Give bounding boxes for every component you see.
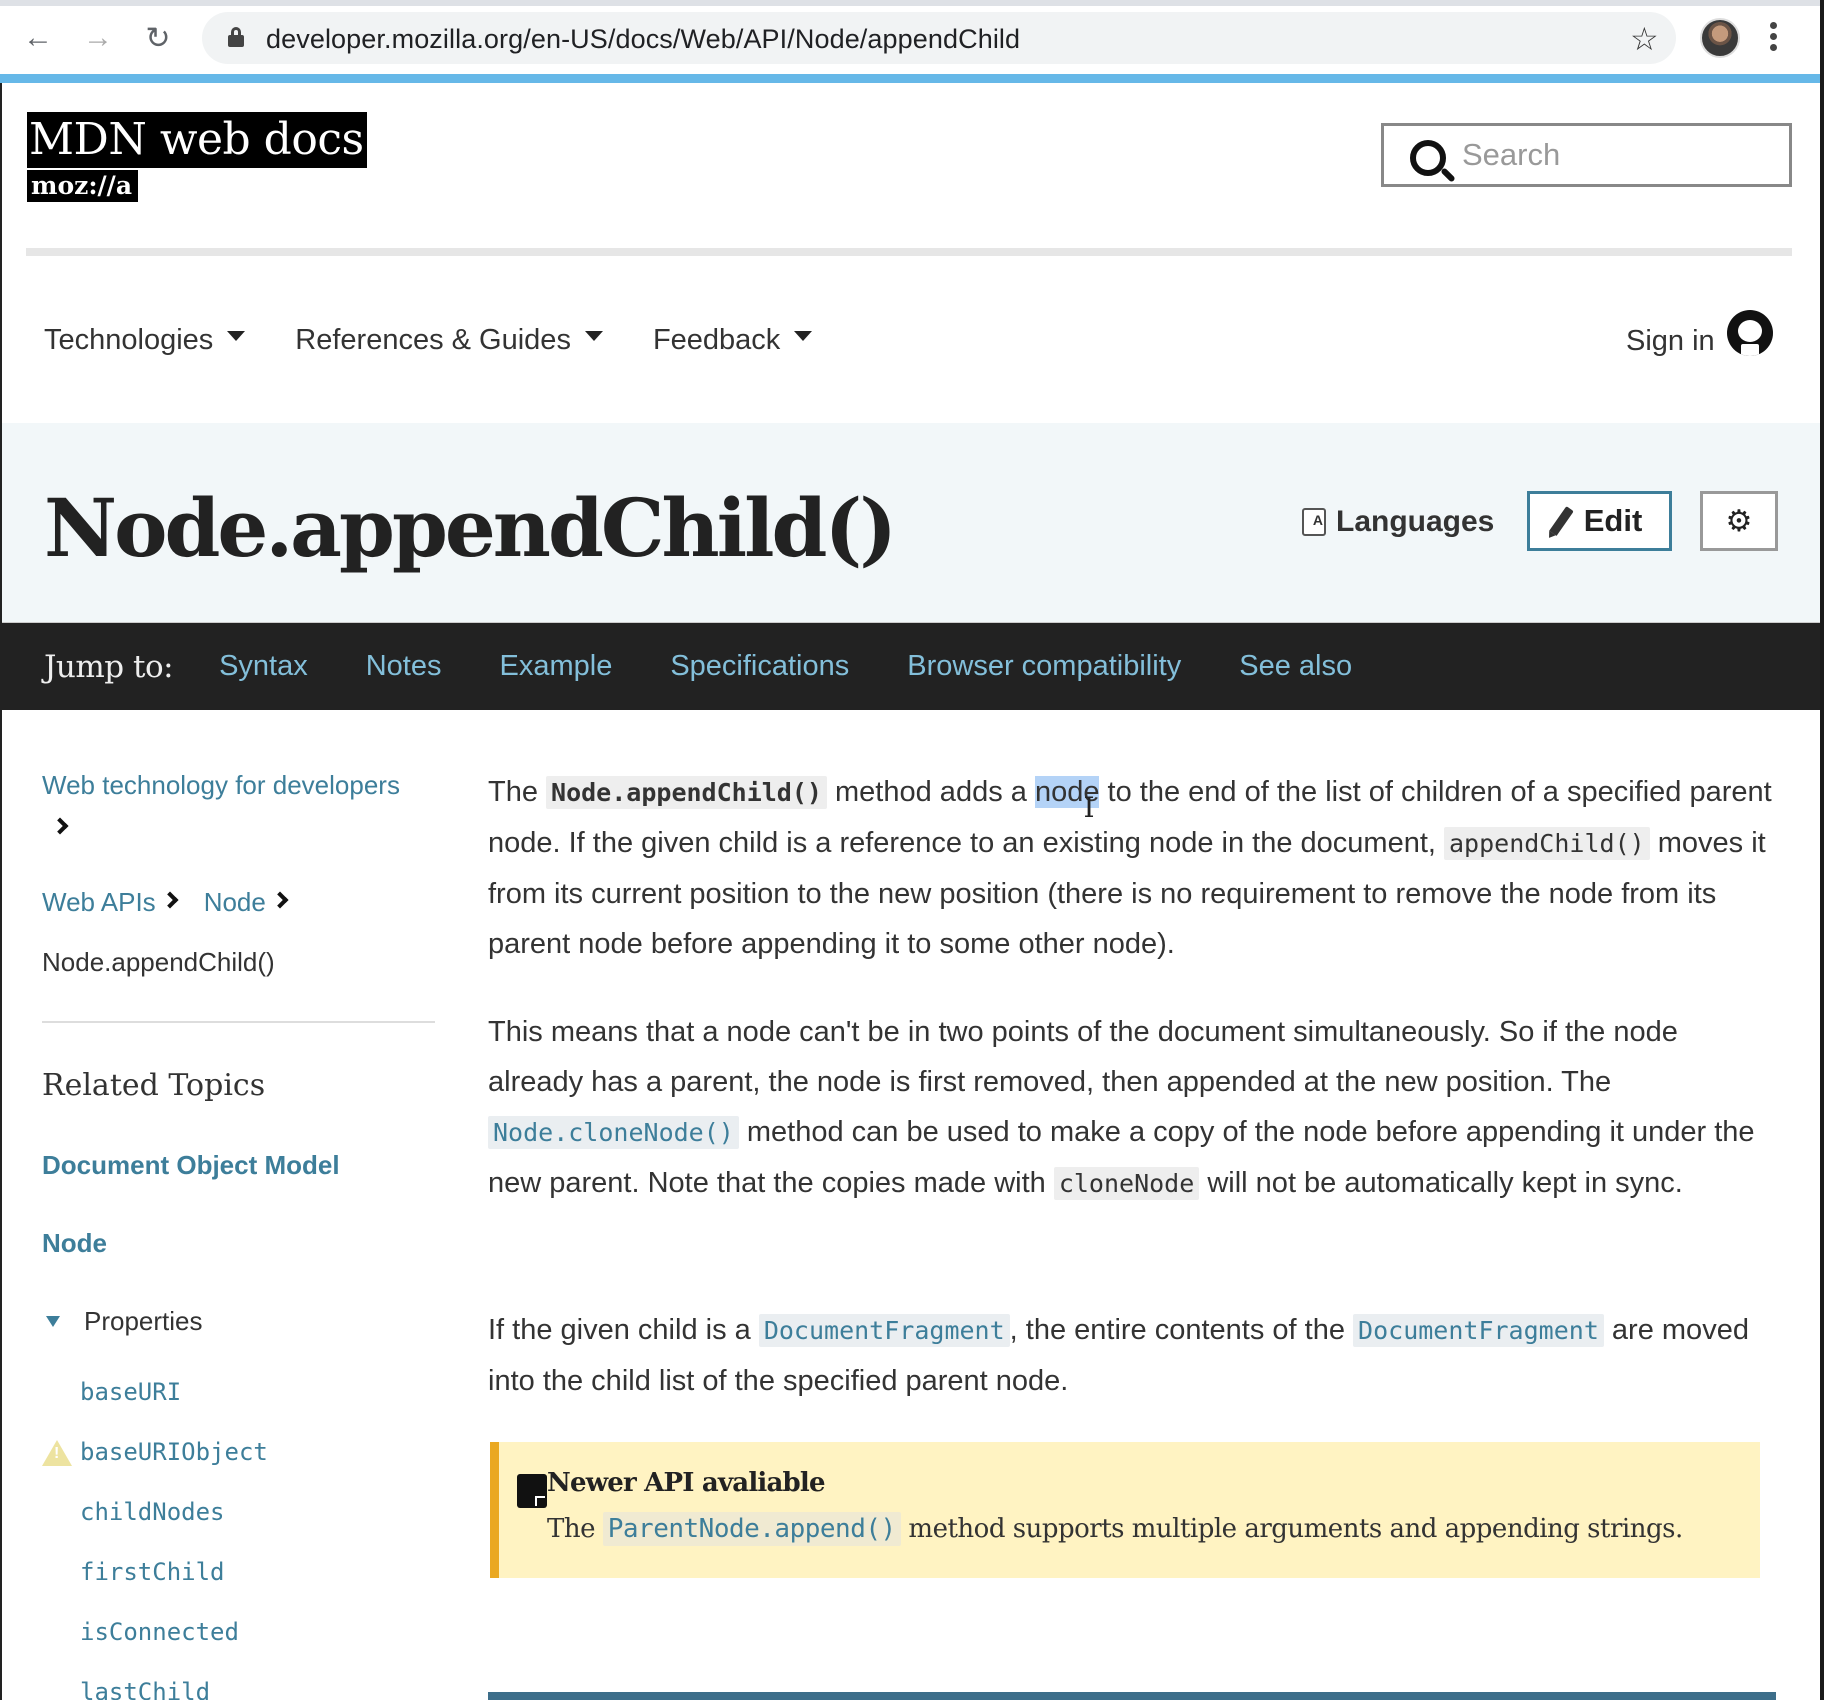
mozilla-logo: moz://a [27,170,138,202]
jump-specifications[interactable]: Specifications [670,650,850,682]
chevron-right-icon [161,891,178,908]
jump-to-bar [2,623,1820,710]
sign-in-link[interactable] [1626,318,1773,364]
caret-down-icon [794,331,812,341]
languages-label: Languages [1336,505,1495,538]
note-callout [490,1442,1760,1578]
search-box[interactable] [1381,123,1792,187]
github-icon [1727,310,1773,356]
sidebar-item-baseuriobject[interactable] [42,1438,437,1468]
breadcrumb-node[interactable]: Node [203,887,266,917]
bookmark-star-icon[interactable]: ☆ [1630,21,1659,57]
edit-button[interactable] [1527,491,1672,551]
property-link[interactable]: childNodes [80,1498,225,1526]
sidebar-item-baseuri[interactable] [42,1378,437,1408]
jump-see-also[interactable]: See also [1239,650,1353,682]
triangle-down-icon [46,1316,60,1327]
section-divider [488,1692,1776,1700]
profile-avatar[interactable] [1700,18,1740,58]
sidebar-node-link[interactable]: Node [42,1228,107,1258]
forward-icon: → [83,21,113,54]
nav-references-guides[interactable] [295,316,603,364]
chevron-right-icon [52,818,69,835]
caret-down-icon [585,331,603,341]
jump-browser-compatibility[interactable]: Browser compatibility [907,650,1182,682]
breadcrumb [42,887,304,918]
header-divider [26,248,1792,256]
property-link[interactable]: baseURI [80,1378,182,1406]
breadcrumb-web-tech[interactable]: Web technology for developers [42,770,400,800]
languages-button[interactable] [1302,505,1494,539]
edit-label: Edit [1583,503,1643,538]
reload-icon: ↻ [145,21,171,55]
sidebar-item-lastchild[interactable] [42,1678,437,1700]
search-input[interactable] [1462,132,1782,178]
properties-toggle[interactable] [42,1306,203,1337]
pencil-icon [1549,506,1574,536]
back-button[interactable] [18,18,58,58]
address-bar[interactable] [202,12,1676,64]
tab-strip [0,0,1820,6]
text-selection: node [1034,776,1100,808]
mdn-logo[interactable] [27,112,367,202]
languages-icon [1302,508,1326,536]
nav-feedback[interactable] [653,316,812,364]
sidebar-item-isconnected[interactable] [42,1618,437,1648]
warning-icon [42,1440,72,1466]
caret-down-icon [227,331,245,341]
forward-button[interactable] [78,18,118,58]
paragraph-clone-note: This means that a node can't be in two points of the document simultaneously. So if the node already has a parent, the node is first removed, then appended at the new position. The Node.cloneNode() method can be used to make a copy of the node before appending it under the new parent. Note that the copies made with cloneNode will not be automatically kept in sync. [488,1016,1755,1199]
jump-notes[interactable]: Notes [365,650,442,682]
logo-text: MDN web docs [27,112,367,168]
property-link[interactable]: isConnected [80,1618,239,1646]
browser-toolbar [0,0,1820,74]
clonenode-link[interactable]: Node.cloneNode() [488,1116,739,1149]
url-text[interactable]: developer.mozilla.org/en-US/docs/Web/API/Node/appendChild [266,24,1021,54]
breadcrumb [42,770,400,801]
breadcrumb-separator [46,822,84,840]
sidebar-divider [42,1021,435,1023]
window-edge [1820,0,1824,1700]
related-topics-heading: Related Topics [42,1068,266,1103]
sidebar-dom-link[interactable]: Document Object Model [42,1150,340,1180]
nav-technologies[interactable] [44,316,245,364]
property-link[interactable]: baseURIObject [80,1438,268,1466]
inline-code: appendChild() [1444,827,1650,860]
paragraph-fragment: If the given child is a DocumentFragment , the entire contents of the DocumentFragment are moved into the child list of the specified parent node. [488,1314,1749,1397]
jump-example[interactable]: Example [499,650,613,682]
lock-icon [228,27,244,47]
note-title: Newer API avaliable [547,1468,825,1498]
documentfragment-link[interactable]: DocumentFragment [1353,1314,1604,1347]
chevron-right-icon [271,891,288,908]
note-icon [517,1474,547,1508]
inline-code: cloneNode [1054,1167,1199,1200]
parentnode-append-link[interactable]: ParentNode.append() [603,1512,901,1546]
property-link[interactable]: lastChild [80,1678,211,1700]
documentfragment-link[interactable]: DocumentFragment [759,1314,1010,1347]
sign-in-label: Sign in [1626,324,1715,357]
page-load-bar [0,74,1820,83]
jump-syntax[interactable]: Syntax [219,650,308,682]
sidebar-item-firstchild[interactable] [42,1558,437,1588]
reload-button[interactable] [138,18,178,58]
search-icon[interactable] [1410,140,1446,176]
note-body: The ParentNode.append() method supports multiple arguments and appending strings. [547,1514,1683,1544]
window-edge [0,80,2,1700]
breadcrumb-web-apis[interactable]: Web APIs [42,887,156,917]
page-title: Node.appendChild() [44,481,895,575]
property-link[interactable]: firstChild [80,1558,225,1586]
main-nav [44,316,862,364]
breadcrumb-current: Node.appendChild() [42,947,275,977]
paragraph-intro: The Node.appendChild() method adds a node to the end of the list of children of a specified parent node. If the given child is a reference to an existing node in the document, appendChild() moves it from its current position to the new position (there is no requirement to remove the node from its parent node before appending it to some other node). [488,776,1772,960]
properties-label: Properties [84,1306,203,1336]
browser-menu-icon[interactable] [1770,22,1778,54]
nav-label: References & Guides [295,323,571,356]
nav-label: Feedback [652,323,781,356]
jump-to-label: Jump to: [44,648,174,685]
gear-icon: ⚙ [1725,504,1753,538]
back-icon: ← [23,21,53,54]
sidebar-item-childnodes[interactable] [42,1498,437,1528]
settings-button[interactable] [1700,491,1778,551]
inline-code: Node.appendChild() [546,776,827,809]
title-band [2,423,1820,623]
nav-label: Technologies [44,323,214,356]
